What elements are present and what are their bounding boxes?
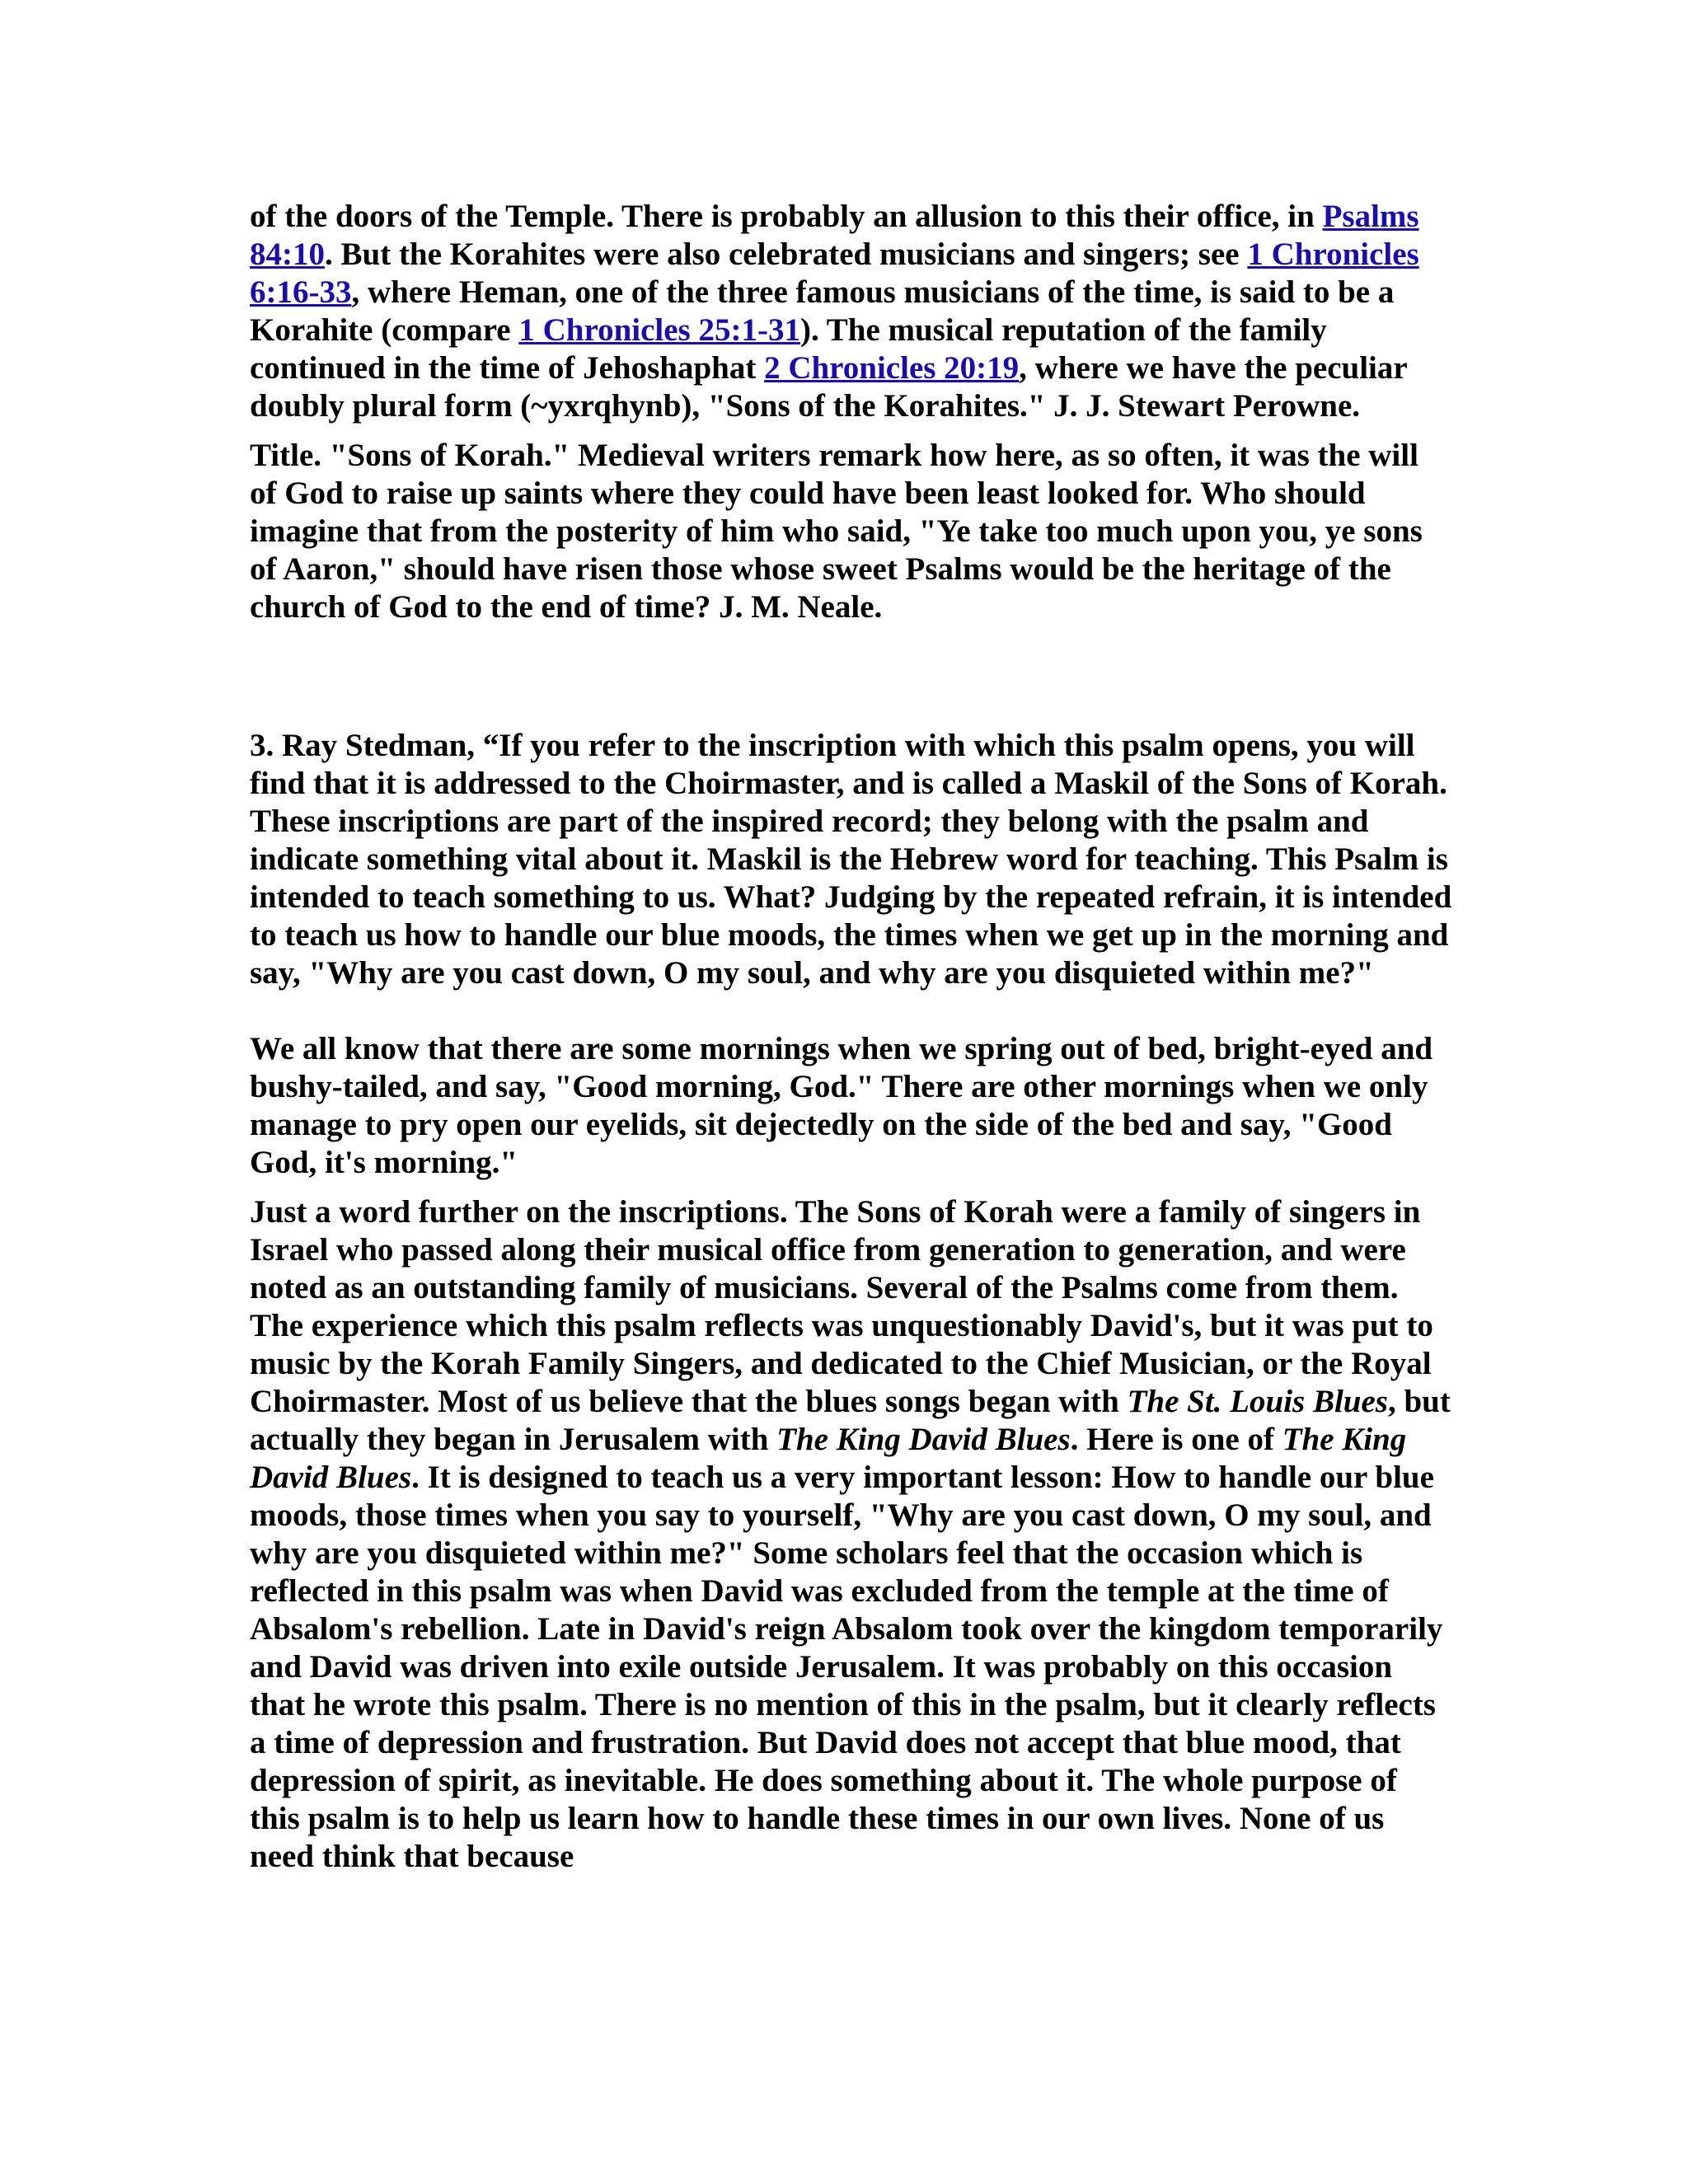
text-run: . But the Korahites were also celebrated musicians and singers; see — [325, 237, 1248, 272]
text-run: . Here is one of — [1070, 1422, 1282, 1457]
scripture-link-1-chronicles-6[interactable]: 1 Chronicles 6:16-33 — [250, 237, 1419, 310]
text-run: , where we have the peculiar doubly plural form (~yxrqhynb), "Sons of the Korahites." J. J. Stewart Perowne. — [250, 350, 1407, 424]
scripture-link-psalms-84-10[interactable]: Psalms 84:10 — [250, 199, 1419, 272]
text-run: of the doors of the Temple. There is probably an allusion to this their office, in — [250, 199, 1323, 234]
italic-title-king-david-blues: The King David Blues — [250, 1422, 1407, 1495]
scripture-link-1-chronicles-25[interactable]: 1 Chronicles 25:1-31 — [518, 312, 800, 348]
scripture-link-2-chronicles-20[interactable]: 2 Chronicles 20:19 — [764, 350, 1020, 386]
italic-title-king-david-blues: The King David Blues — [776, 1422, 1071, 1457]
paragraph-title-sons-of-korah: Title. "Sons of Korah." Medieval writers remark how here, as so often, it was the will of God to raise up saints where they could have been least looked for. Who should imagine that from the posterity of him who said, "Ye take too much upon you, ye sons of Aaron," should have risen those whose sweet Psalms would be the heritage of the church of God to the end of time? J. M. Neale. — [250, 438, 1423, 625]
paragraph-mornings: We all know that there are some mornings when we spring out of bed, bright-eyed and bushy-tailed, and say, "Good morning, God." There are other mornings when we only manage to pry open our eyelids, sit dejectedly on the side of the bed and say, "Good God, it's morning." — [250, 1031, 1433, 1180]
text-run: , but actually they began in Jerusalem with — [250, 1384, 1451, 1457]
text-run: , where Heman, one of the three famous musicians of the time, is said to be a Korahite (compare — [250, 274, 1395, 348]
text-run: ). The musical reputation of the family continued in the time of Jehoshaphat — [250, 312, 1327, 386]
italic-title-st-louis-blues: The St. Louis Blues — [1127, 1384, 1388, 1419]
document-page — [250, 198, 1453, 1876]
paragraph-ray-stedman: 3. Ray Stedman, “If you refer to the inscription with which this psalm opens, you will find that it is addressed to the Choirmaster, and is called a Maskil of the Sons of Korah. These inscriptions are part of the inspired record; they belong with the psalm and indicate something vital about it. Maskil is the Hebrew word for teaching. This Psalm is intended to teach something to us. What? Judging by the repeated refrain, it is intended to teach us how to handle our blue moods, the times when we get up in the morning and say, "Why are you cast down, O my soul, and why are you disquieted within me?" — [250, 728, 1452, 991]
paragraph-korahites-musicians — [250, 198, 1453, 425]
text-run: . It is designed to teach us a very important lesson: How to handle our blue moods, those times when you say to yourself, "Why are you cast down, O my soul, and why are you disquieted within me?" Some scholars feel that the occasion which is reflected in this psalm was when David was excluded from the temple at the time of Absalom's rebellion. Late in David's reign Absalom took over the kingdom temporarily and David was driven into exile outside Jerusalem. It was probably on this occasion that he wrote this psalm. There is no mention of this in the psalm, but it clearly reflects a time of depression and frustration. But David does not accept that blue mood, that depression of spirit, as inevitable. He does something about it. The whole purpose of this psalm is to help us learn how to handle these times in our own lives. None of us need think that because — [250, 1460, 1443, 1874]
paragraph-inscriptions — [250, 1193, 1453, 1876]
text-run: Just a word further on the inscriptions. The Sons of Korah were a family of singers in Israel who passed along their musical office from generation to generation, and were noted as an outstanding family of musicians. Several of the Psalms come from them. The experience which this psalm reflects was unquestionably David's, but it was put to music by the Korah Family Singers, and dedicated to the Chief Musician, or the Royal Choirmaster. Most of us believe that the blues songs began with — [250, 1194, 1433, 1419]
